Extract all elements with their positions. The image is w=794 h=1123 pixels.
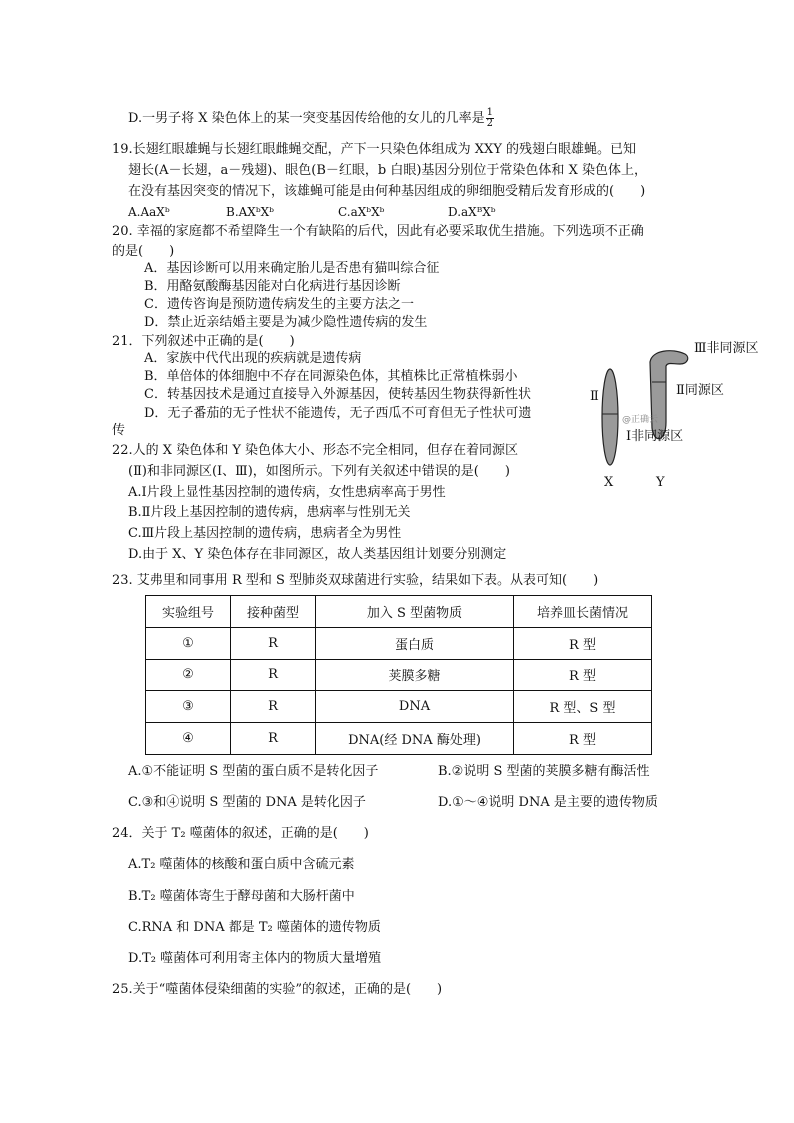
q22-option-b: B.Ⅱ片段上基因控制的遗传病，患病率与性别无关: [128, 505, 411, 520]
q20-stem-line-2: 的是( ): [112, 244, 175, 259]
q23-option-b: B.②说明 S 型菌的荚膜多糖有酶活性: [438, 764, 650, 779]
table-cell: R 型、S 型: [514, 691, 652, 723]
q21-stem: 21．下列叙述中正确的是( ): [112, 334, 295, 349]
q21-option-a: A．家族中代代出现的疾病就是遗传病: [144, 351, 362, 366]
q18-option-d: [128, 108, 494, 129]
watermark: @正确云: [622, 415, 659, 425]
q20-option-c: C．遗传咨询是预防遗传病发生的主要方法之一: [144, 297, 414, 312]
label-y: Y: [656, 475, 665, 490]
table-row: [146, 723, 652, 755]
table-row: [146, 691, 652, 723]
q19-stem-line-2: 翅长(A－长翅，a－残翅)、眼色(B－红眼，b 白眼)基因分别位于常染色体和 X 染色体上，: [128, 163, 647, 178]
table-cell: R: [231, 627, 316, 659]
table-header: 培养皿长菌情况: [514, 596, 652, 628]
q23-stem: 23. 艾弗里和同事用 R 型和 S 型肺炎双球菌进行实验，结果如下表。从表可知( ): [112, 573, 599, 588]
table-cell: 蛋白质: [316, 627, 514, 659]
q24-option-d: D.T₂ 噬菌体可利用寄主体内的物质大量增殖: [128, 951, 382, 966]
q24-option-a: A.T₂ 噬菌体的核酸和蛋白质中含硫元素: [128, 857, 355, 872]
q20-option-d: D．禁止近亲结婚主要是为减少隐性遗传病的发生: [144, 315, 428, 330]
xy-chromosome-diagram: [590, 332, 790, 502]
table-cell: R: [231, 659, 316, 691]
q24-option-b: B.T₂ 噬菌体寄生于酵母菌和大肠杆菌中: [128, 889, 355, 904]
table-cell: R 型: [514, 659, 652, 691]
q24-stem: 24．关于 T₂ 噬菌体的叙述，正确的是( ): [112, 826, 369, 841]
q21-option-d-tail: 传: [112, 423, 126, 438]
q21-option-b: B．单倍体的体细胞中不存在同源染色体，其植株比正常植株弱小: [144, 369, 518, 384]
q24-option-c: C.RNA 和 DNA 都是 T₂ 噬菌体的遗传物质: [128, 920, 381, 935]
q18-option-d-text: D.一男子将 X 染色体上的某一突变基因传给他的女儿的几率是: [128, 111, 485, 126]
table-cell: ②: [146, 659, 231, 691]
table-cell: ③: [146, 691, 231, 723]
label-region-iii: Ⅲ非同源区: [694, 341, 759, 356]
q21-option-c: C．转基因技术是通过直接导入外源基因，使转基因生物获得新性状: [144, 387, 531, 402]
q20-stem-line-1: 20. 幸福的家庭都不希望降生一个有缺陷的后代，因此有必要采取优生措施。下列选项不正确: [112, 224, 644, 239]
fraction-numerator: 1: [486, 107, 493, 118]
label-region-i: Ⅰ非同源区: [626, 429, 684, 444]
table-header: 接种菌型: [231, 596, 316, 628]
q22-option-a: A.Ⅰ片段上显性基因控制的遗传病，女性患病率高于男性: [128, 485, 446, 500]
q19-option-d: D.aXᴮXᵇ: [448, 205, 496, 219]
q25-stem: 25.关于“噬菌体侵染细菌的实验”的叙述，正确的是( ): [112, 982, 443, 997]
table-cell: R: [231, 723, 316, 755]
x-chromosome: [602, 369, 618, 465]
q22-stem-line-2: (Ⅱ)和非同源区(Ⅰ、Ⅲ)，如图所示。下列有关叙述中错误的是( ): [128, 464, 510, 479]
half-fraction: [486, 108, 494, 129]
experiment-table: [145, 595, 652, 755]
xy-chromosome-figure: [590, 332, 790, 502]
table-header-row: [146, 596, 652, 628]
fraction-denominator: 2: [486, 118, 493, 129]
table-row: [146, 659, 652, 691]
q22-option-c: C.Ⅲ片段上基因控制的遗传病，患病者全为男性: [128, 526, 402, 541]
q19-option-b: B.AXᵇXᵇ: [226, 205, 274, 219]
table-header: 实验组号: [146, 596, 231, 628]
table-header: 加入 S 型菌物质: [316, 596, 514, 628]
q21-option-d: D．无子番茄的无子性状不能遗传，无子西瓜不可育但无子性状可遗: [144, 406, 532, 421]
q20-option-b: B．用酪氨酸酶基因能对白化病进行基因诊断: [144, 279, 401, 294]
q23-option-a: A.①不能证明 S 型菌的蛋白质不是转化因子: [128, 764, 379, 779]
q23-option-d: D.①～④说明 DNA 是主要的遗传物质: [438, 795, 658, 810]
q23-option-c: C.③和④说明 S 型菌的 DNA 是转化因子: [128, 795, 366, 810]
q19-stem-line-3: 在没有基因突变的情况下，该雄蝇可能是由何种基因组成的卵细胞受精后发育形成的( ): [128, 184, 646, 199]
label-region-ii-y: Ⅱ同源区: [676, 383, 724, 398]
q19-stem-line-1: 19.长翅红眼雄蝇与长翅红眼雌蝇交配，产下一只染色体组成为 XXY 的残翅白眼雄蝇。已知: [112, 142, 637, 157]
table-row: [146, 627, 652, 659]
table-cell: ④: [146, 723, 231, 755]
q20-option-a: A．基因诊断可以用来确定胎儿是否患有猫叫综合征: [144, 261, 440, 276]
table-cell: R: [231, 691, 316, 723]
table-cell: 荚膜多糖: [316, 659, 514, 691]
table-cell: R 型: [514, 723, 652, 755]
label-region-ii-x: Ⅱ: [590, 389, 599, 404]
label-x: X: [604, 475, 614, 490]
table-cell: ①: [146, 627, 231, 659]
q19-option-c: C.aXᵇXᵇ: [338, 205, 385, 219]
q19-option-a: A.AaXᵇ: [128, 205, 170, 219]
table-cell: R 型: [514, 627, 652, 659]
table-cell: DNA(经 DNA 酶处理): [316, 723, 514, 755]
table-cell: DNA: [316, 691, 514, 723]
q22-stem-line-1: 22.人的 X 染色体和 Y 染色体大小、形态不完全相同，但存在着同源区: [112, 443, 519, 458]
q22-option-d: D.由于 X、Y 染色体存在非同源区，故人类基因组计划要分别测定: [128, 547, 507, 562]
